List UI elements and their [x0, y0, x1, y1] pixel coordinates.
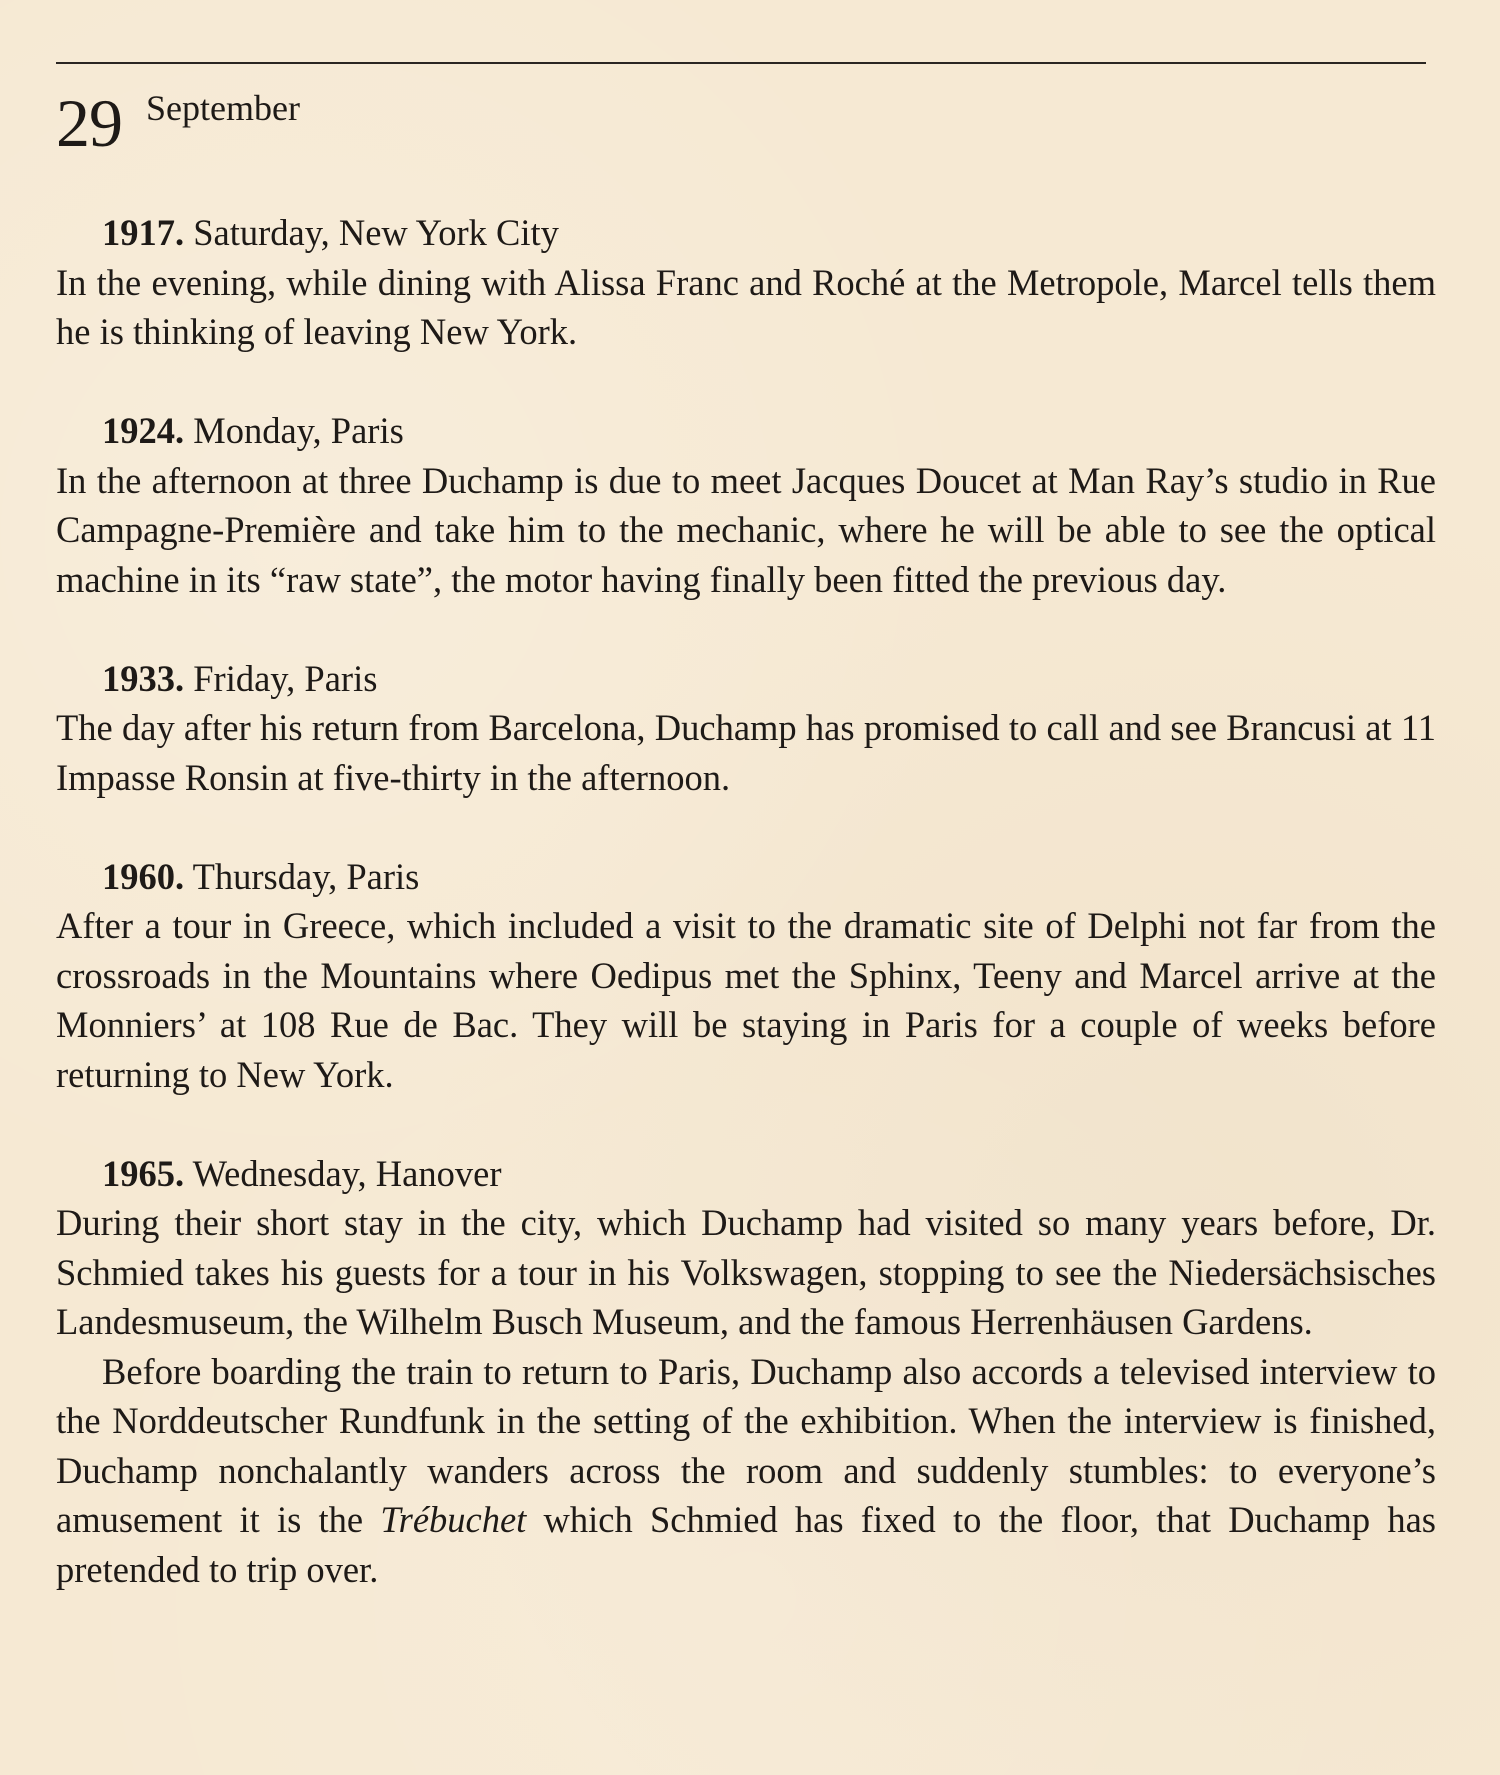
entry-year: 1960. — [102, 855, 185, 897]
entry-place: Thursday, Paris — [192, 855, 420, 897]
entry-paragraph: After a tour in Greece, which included a visit to the dramatic site of Delphi not far from the crossroads in the Mountains where Oedipus met the Sphinx, Teeny and Marcel arrive at the Monniers’ at 108 Rue de Bac. They will be staying in Paris for a couple of weeks before returning to New York. — [56, 905, 1436, 1095]
entry-1924 — [56, 406, 1436, 604]
entry-year: 1933. — [102, 657, 185, 699]
paragraph-text-before-italic: Before boarding the train to return to Paris, Duchamp also accords a televised interview to the Norddeutscher Rundfunk in the setting of the exhibition. When the interview is finished, Duchamp nonchalantly wanders across the room and suddenly stumbles: to everyone’s amusement it is the — [56, 1350, 1436, 1540]
entry-year: 1965. — [102, 1152, 185, 1194]
entry-paragraph-continued — [56, 1347, 1436, 1595]
entry-1965 — [56, 1149, 1436, 1595]
entry-paragraph: In the evening, while dining with Alissa Franc and Roché at the Metropole, Marcel tells them he is thinking of leaving New York. — [56, 261, 1436, 352]
month-name: September — [146, 88, 300, 128]
entry-place: Wednesday, Hanover — [192, 1152, 502, 1194]
entry-heading — [56, 1149, 1436, 1199]
entries-list — [56, 208, 1436, 1594]
day-number: 29 — [56, 85, 122, 161]
entry-1960 — [56, 852, 1436, 1100]
entry-paragraph: In the afternoon at three Duchamp is due to meet Jacques Doucet at Man Ray’s studio in Rue Campagne-Première and take him to the mechanic, where he will be able to see the optical machine in its “raw state”, the motor having finally been fitted the previous day. — [56, 459, 1436, 600]
entry-heading — [56, 406, 1436, 456]
entry-heading — [56, 852, 1436, 902]
date-header — [56, 78, 300, 168]
paragraph-text-after-italic: which Schmied has fixed to the floor, that Duchamp has pretended to trip over. — [56, 1499, 1437, 1590]
artwork-title-italic: Trébuchet — [380, 1499, 527, 1540]
entry-place: Saturday, New York City — [193, 212, 559, 253]
entry-place: Monday, Paris — [193, 410, 404, 451]
entry-place: Friday, Paris — [193, 657, 378, 699]
entry-heading — [56, 208, 1436, 258]
entry-1933 — [56, 654, 1436, 803]
entry-year: 1917. — [102, 212, 185, 253]
entry-heading — [56, 654, 1436, 704]
entry-paragraph: During their short stay in the city, which Duchamp had visited so many years before, Dr. Schmied takes his guests for a tour in his Volkswagen, stopping to see the Niedersächsisches Landesmuseum, the Wilhelm Busch Museum, and the famous Herrenhäusen Gardens. — [56, 1202, 1436, 1342]
entry-paragraph: The day after his return from Barcelona, Duchamp has promised to call and see Brancusi at 11 Impasse Ronsin at five-thirty in the afternoon. — [56, 707, 1436, 798]
entry-1917 — [56, 208, 1436, 357]
top-rule-divider — [56, 62, 1426, 64]
entry-year: 1924. — [102, 410, 185, 451]
